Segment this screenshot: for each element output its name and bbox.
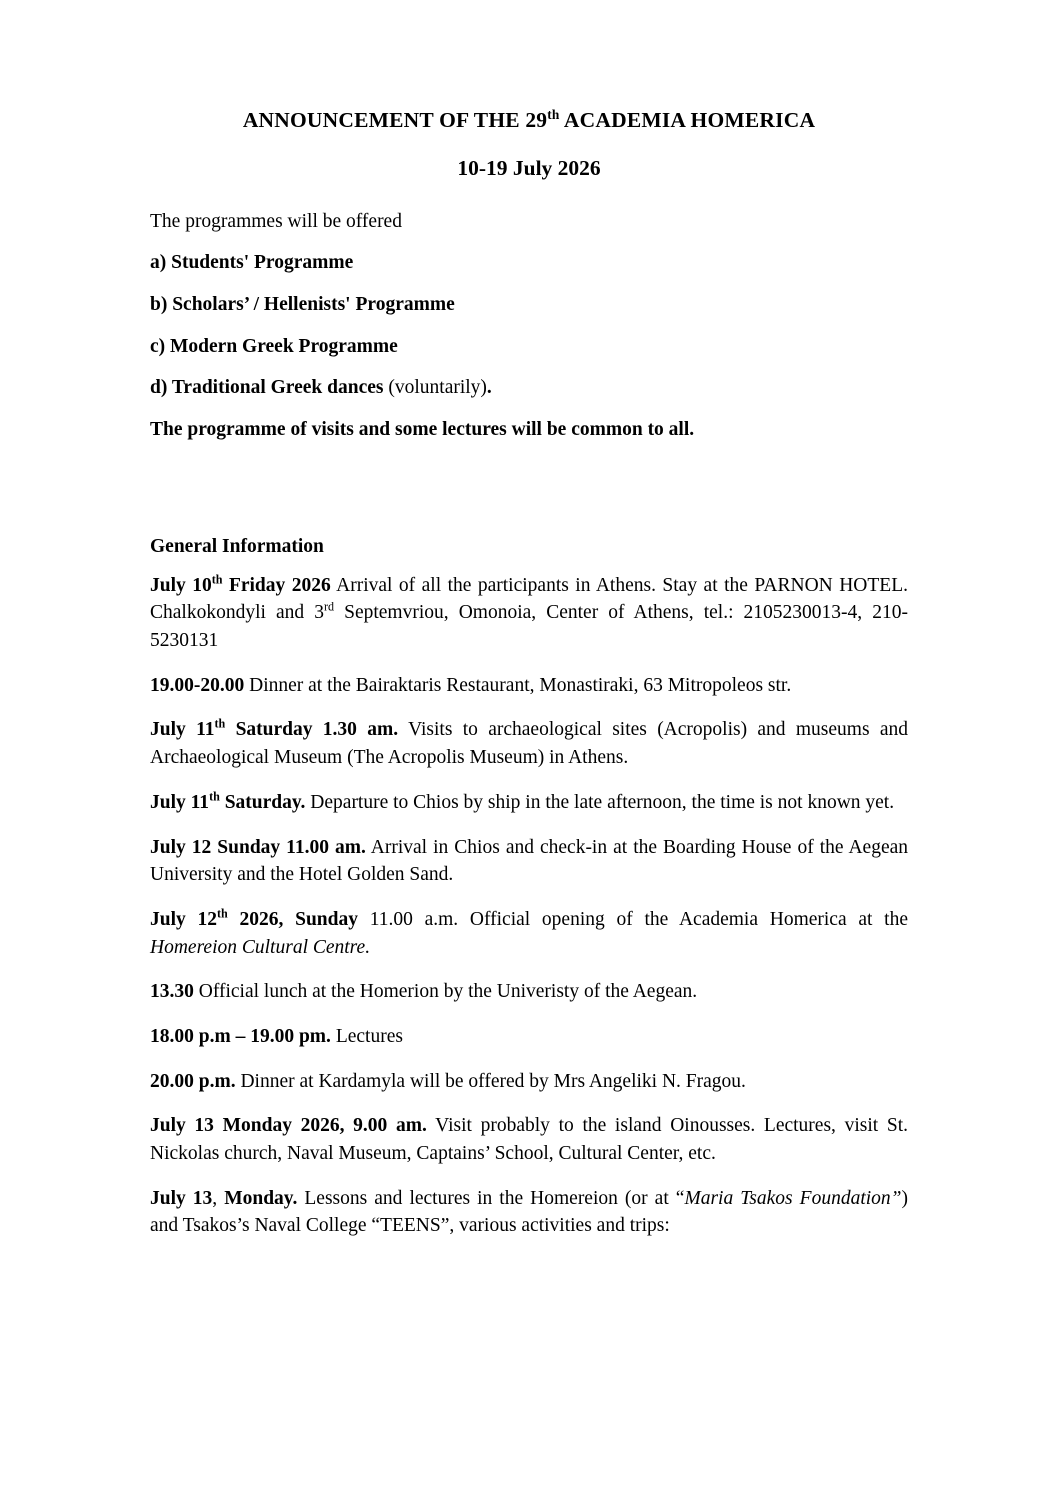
entry-july-11-morning-ordinal: th — [214, 716, 226, 731]
entry-july-13-oinousses-text: Visit probably to the island Oinousses. Lectures, visit St. Nickolas church, Naval Museum, Captains’ School, Cultural Center, etc. — [150, 1115, 908, 1165]
entry-july-12-opening — [150, 906, 908, 961]
programme-item-c: c) Modern Greek Programme — [150, 335, 398, 357]
entry-july-13-lessons-text-a: Lessons and lectures in the Homereion (or at “ — [297, 1187, 685, 1209]
entry-lectures-evening-text: Lectures — [330, 1025, 403, 1047]
entry-july-10-text-b: Septemvriou, Omonoia, Center of Athens, tel.: 2105230013-4, 210-5230131 — [150, 602, 908, 652]
entry-july-12-opening-text: 11.00 a.m. Official opening of the Academia Homerica at the — [357, 908, 908, 930]
page-title — [150, 108, 908, 134]
general-information-heading: General Information — [150, 535, 324, 557]
entry-july-10 — [150, 572, 908, 655]
programme-item-d-note: (voluntarily) — [383, 377, 487, 399]
entry-dinner-kardamyla — [150, 1068, 908, 1096]
common-note: The programme of visits and some lectures will be common to all. — [150, 419, 695, 441]
entry-dinner-bairaktaris-time: 19.00-20.00 — [150, 674, 245, 696]
entry-july-12-opening-date-pre: July 12 — [150, 908, 217, 930]
section-spacer — [150, 458, 908, 536]
programme-item-d-label: d) Traditional Greek dances — [150, 377, 384, 399]
entry-july-13-lessons-text-b: ) and Tsakos’s Naval College “TEENS”, various activities and trips: — [150, 1187, 908, 1237]
entry-july-12-opening-ordinal: th — [217, 906, 228, 921]
entry-july-12-opening-venue: Homereion Cultural Centre. — [150, 936, 371, 958]
title-ordinal-suffix: th — [547, 106, 560, 122]
entry-july-11-morning — [150, 716, 908, 771]
entry-july-11-departure-ordinal: th — [209, 789, 220, 804]
programme-item-d-note-end: . — [486, 377, 492, 399]
entry-lectures-evening-time: 18.00 p.m – 19.00 pm. — [150, 1025, 331, 1047]
title-text-pre: ANNOUNCEMENT OF THE 29 — [242, 108, 548, 132]
entry-july-11-departure — [150, 789, 908, 817]
entry-july-12-arrival-date: July 12 Sunday 11.00 am. — [150, 836, 366, 858]
entry-july-10-ordinal-3rd: rd — [323, 599, 335, 614]
entry-july-13-oinousses — [150, 1112, 908, 1167]
entry-dinner-bairaktaris — [150, 672, 908, 700]
entry-july-13-lessons-sep: , — [212, 1187, 225, 1209]
entry-dinner-kardamyla-time: 20.00 p.m. — [150, 1070, 236, 1092]
entry-july-10-text-a: Arrival of all the participants in Athens. Stay at the PARNON HOTEL. Chalkokondyli and 3 — [150, 574, 908, 624]
page-subtitle: 10-19 July 2026 — [457, 155, 601, 180]
entry-lectures-evening — [150, 1023, 908, 1051]
entry-july-10-date-post: Friday 2026 — [222, 574, 331, 596]
entry-july-11-departure-date-pre: July 11 — [150, 791, 210, 813]
title-block — [150, 108, 908, 182]
intro-line: The programmes will be offered — [150, 210, 402, 232]
entry-july-12-arrival-text: Arrival in Chios and check-in at the Boarding House of the Aegean University and the Hotel Golden Sand. — [150, 836, 909, 886]
entry-july-11-departure-text: Departure to Chios by ship in the late afternoon, the time is not known yet. — [305, 791, 895, 813]
entry-july-13-oinousses-date: July 13 Monday 2026, 9.00 am. — [150, 1115, 427, 1137]
entry-july-12-opening-date-post: 2026, Sunday — [227, 908, 358, 930]
entry-july-10-date-pre: July 10 — [150, 574, 212, 596]
entry-official-lunch-text: Official lunch at the Homerion by the Univeristy of the Aegean. — [193, 981, 698, 1003]
entry-july-13-lessons-day: Monday. — [224, 1187, 298, 1209]
entry-july-11-morning-date-post: Saturday 1.30 am. — [225, 719, 399, 741]
entry-july-11-morning-date-pre: July 11 — [150, 719, 215, 741]
entry-july-11-morning-text: Visits to archaeological sites (Acropolis) and museums and Archaeological Museum (The Acropolis Museum) in Athens. — [150, 719, 908, 769]
entry-july-13-lessons-date: July 13 — [150, 1187, 213, 1209]
entry-july-12-arrival — [150, 834, 908, 889]
entry-july-11-departure-date-post: Saturday. — [219, 791, 306, 813]
entry-july-13-lessons — [150, 1185, 908, 1240]
entry-dinner-bairaktaris-text: Dinner at the Bairaktaris Restaurant, Monastiraki, 63 Mitropoleos str. — [244, 674, 792, 696]
programme-item-b: b) Scholars’ / Hellenists' Programme — [150, 293, 455, 315]
entry-official-lunch-time: 13.30 — [150, 981, 194, 1003]
programme-item-d — [150, 374, 908, 402]
title-text-post: ACADEMIA HOMERICA — [559, 108, 816, 132]
entry-dinner-kardamyla-text: Dinner at Kardamyla will be offered by Mrs Angeliki N. Fragou. — [235, 1070, 746, 1092]
programme-item-a: a) Students' Programme — [150, 252, 354, 274]
entry-july-10-ordinal: th — [211, 572, 223, 587]
entry-official-lunch — [150, 978, 908, 1006]
entry-july-13-lessons-foundation: Maria Tsakos Foundation” — [684, 1187, 902, 1209]
